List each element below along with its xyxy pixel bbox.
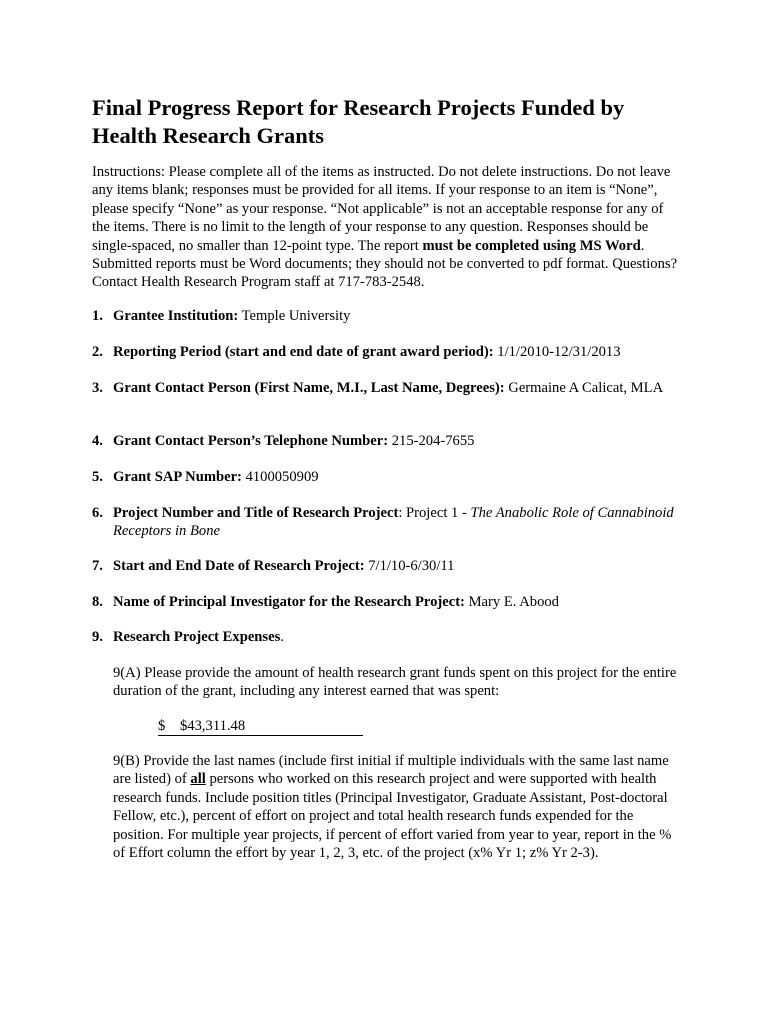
- item-label: Grant Contact Person (First Name, M.I., Last Name, Degrees):: [113, 380, 505, 396]
- item-grant-sap-number: [92, 468, 682, 486]
- item-reporting-period: [92, 343, 682, 361]
- section-9b-text-2: persons who worked on this research project and were supported with health research funds. Include position titles (Principal Investigator, Graduate Assistant, Post-doctoral Fellow, etc.), percent of effort on project and total health research funds expended for the position. For multiple year projects, if percent of effort varied from year to year, report in the % of Effort column the effort by year 1, 2, 3, etc. of the project (x% Yr 1; z% Yr 2-3).: [113, 771, 672, 862]
- item-label: Grant Contact Person’s Telephone Number:: [113, 433, 389, 449]
- section-9b-underlined: all: [190, 771, 206, 788]
- amount-spent-value: $43,311.48: [180, 718, 246, 734]
- item-value: Temple University: [238, 308, 351, 324]
- report-title: Final Progress Report for Research Projects Funded by Health Research Grants: [92, 95, 625, 148]
- item-number: 3.: [92, 380, 103, 396]
- item-value: Germaine A Calicat, MLA: [504, 380, 664, 396]
- item-number: 4.: [92, 433, 103, 449]
- item-label: Start and End Date of Research Project:: [113, 558, 365, 574]
- item-value: : Project 1 -: [398, 505, 471, 521]
- item-project-dates: [92, 557, 682, 575]
- section-9b-text-1: 9(B) Provide the last names (include first initial if multiple individuals with the same last name are listed) of: [113, 753, 669, 788]
- instructions-text-1: Instructions: Please complete all of the items as instructed. Do not delete instructions. Do not leave any items blank; responses must be provided for all items. If your response to an item is “None”, please specify “None” as your response. “Not applicable” is not an acceptable response for any of the items. There is no limit to the length of your response to any question. Responses should be single-spaced, no smaller than 12-point type. The report: [92, 164, 671, 254]
- item-label: Name of Principal Investigator for the Research Project:: [113, 594, 465, 610]
- item-value: 1/1/2010-12/31/2013: [493, 344, 621, 360]
- currency-symbol: $: [158, 718, 166, 734]
- item-grant-contact-person: [92, 379, 682, 397]
- amount-spent-field: [158, 717, 363, 736]
- item-value: 7/1/10-6/30/11: [364, 558, 455, 574]
- item-number: 9.: [92, 629, 103, 645]
- item-value: .: [280, 629, 284, 645]
- instructions-bold-text: must be completed using MS Word: [422, 237, 641, 254]
- instructions-paragraph: [92, 163, 682, 292]
- item-value: 215-204-7655: [388, 433, 475, 449]
- item-research-expenses: [92, 628, 682, 646]
- section-9a-text: 9(A) Please provide the amount of health research grant funds spent on this project for the entire duration of the grant, including any interest earned that was spent:: [113, 665, 677, 700]
- item-value: 4100050909: [241, 469, 319, 485]
- item-grantee-institution: [92, 307, 682, 325]
- item-number: 1.: [92, 308, 103, 324]
- item-label: Grant SAP Number:: [113, 469, 242, 485]
- item-contact-telephone: [92, 432, 682, 450]
- item-label: Reporting Period (start and end date of grant award period):: [113, 344, 494, 360]
- item-principal-investigator: [92, 593, 682, 611]
- item-project-number-title: [92, 504, 682, 540]
- item-label: Project Number and Title of Research Project: [113, 505, 399, 521]
- item-number: 7.: [92, 558, 103, 574]
- item-number: 8.: [92, 594, 103, 610]
- project-title: The Anabolic Role of Cannabinoid Receptors in Bone: [113, 505, 674, 539]
- item-label: Grantee Institution:: [113, 308, 239, 324]
- instructions-text-2: . Submitted reports must be Word documents; they should not be converted to pdf format. Questions? Contact Health Research Program staff at 717-783-2548.: [92, 237, 678, 291]
- item-value: Mary E. Abood: [464, 594, 559, 610]
- item-label: Research Project Expenses: [113, 629, 281, 645]
- item-number: 5.: [92, 469, 103, 485]
- item-number: 2.: [92, 344, 103, 360]
- section-9b-text: [113, 752, 678, 862]
- item-number: 6.: [92, 505, 103, 521]
